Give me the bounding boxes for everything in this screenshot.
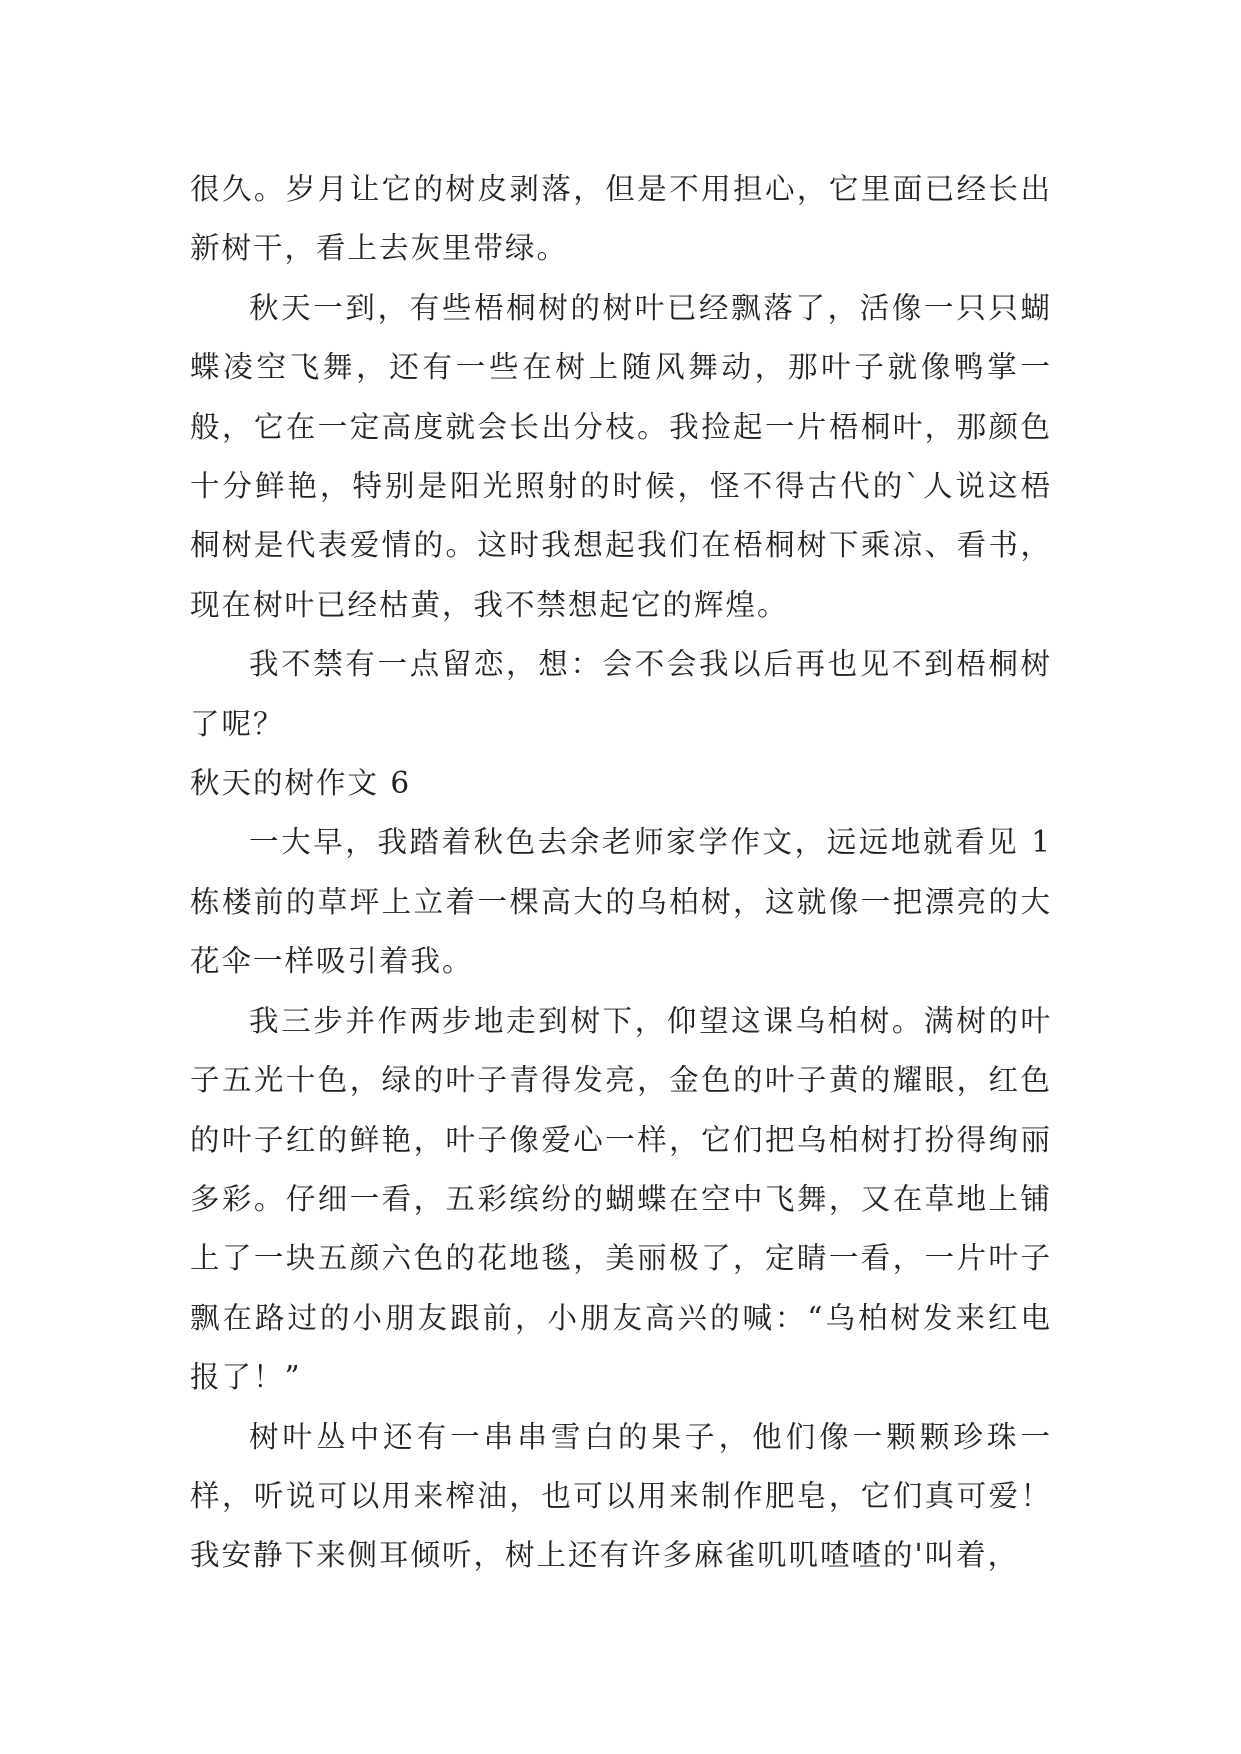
paragraph: 秋天一到，有些梧桐树的树叶已经飘落了，活像一只只蝴蝶凌空飞舞，还有一些在树上随风舞动，那叶子就像鸭掌一般，它在一定高度就会长出分枝。我捡起一片梧桐叶，那颜色十分鲜艳，特别是阳光照射的时候，怪不得古代的`人说这梧桐树是代表爱情的。这时我想起我们在梧桐树下乘凉、看书，现在树叶已经枯黄，我不禁想起它的辉煌。 bbox=[190, 290, 1052, 622]
paragraph: 我三步并作两步地走到树下，仰望这课乌柏树。满树的叶子五光十色，绿的叶子青得发亮，金色的叶子黄的耀眼，红色的叶子红的鲜艳，叶子像爱心一样，它们把乌柏树打扮得绚丽多彩。仔细一看，五彩缤纷的蝴蝶在空中飞舞，又在草地上铺上了一块五颜六色的花地毯，美丽极了，定睛一看，一片叶子飘在路过的小朋友跟前，小朋友高兴的喊：“乌柏树发来红电报了！” bbox=[190, 1003, 1052, 1395]
section-title: 秋天的树作文 6 bbox=[190, 766, 412, 801]
paragraph: 一大早，我踏着秋色去余老师家学作文，远远地就看见 1 栋楼前的草坪上立着一棵高大的乌柏树，这就像一把漂亮的大花伞一样吸引着我。 bbox=[190, 825, 1052, 979]
paragraph: 我不禁有一点留恋，想：会不会我以后再也见不到梧桐树了呢？ bbox=[190, 647, 1052, 741]
document-body bbox=[190, 160, 1052, 1586]
paragraph: 树叶丛中还有一串串雪白的果子，他们像一颗颗珍珠一样，听说可以用来榨油，也可以用来制作肥皂，它们真可爱！我安静下来侧耳倾听，树上还有许多麻雀叽叽喳喳的'叫着， bbox=[190, 1419, 1052, 1573]
paragraph: 很久。岁月让它的树皮剥落，但是不用担心，它里面已经长出新树干，看上去灰里带绿。 bbox=[190, 172, 1052, 266]
